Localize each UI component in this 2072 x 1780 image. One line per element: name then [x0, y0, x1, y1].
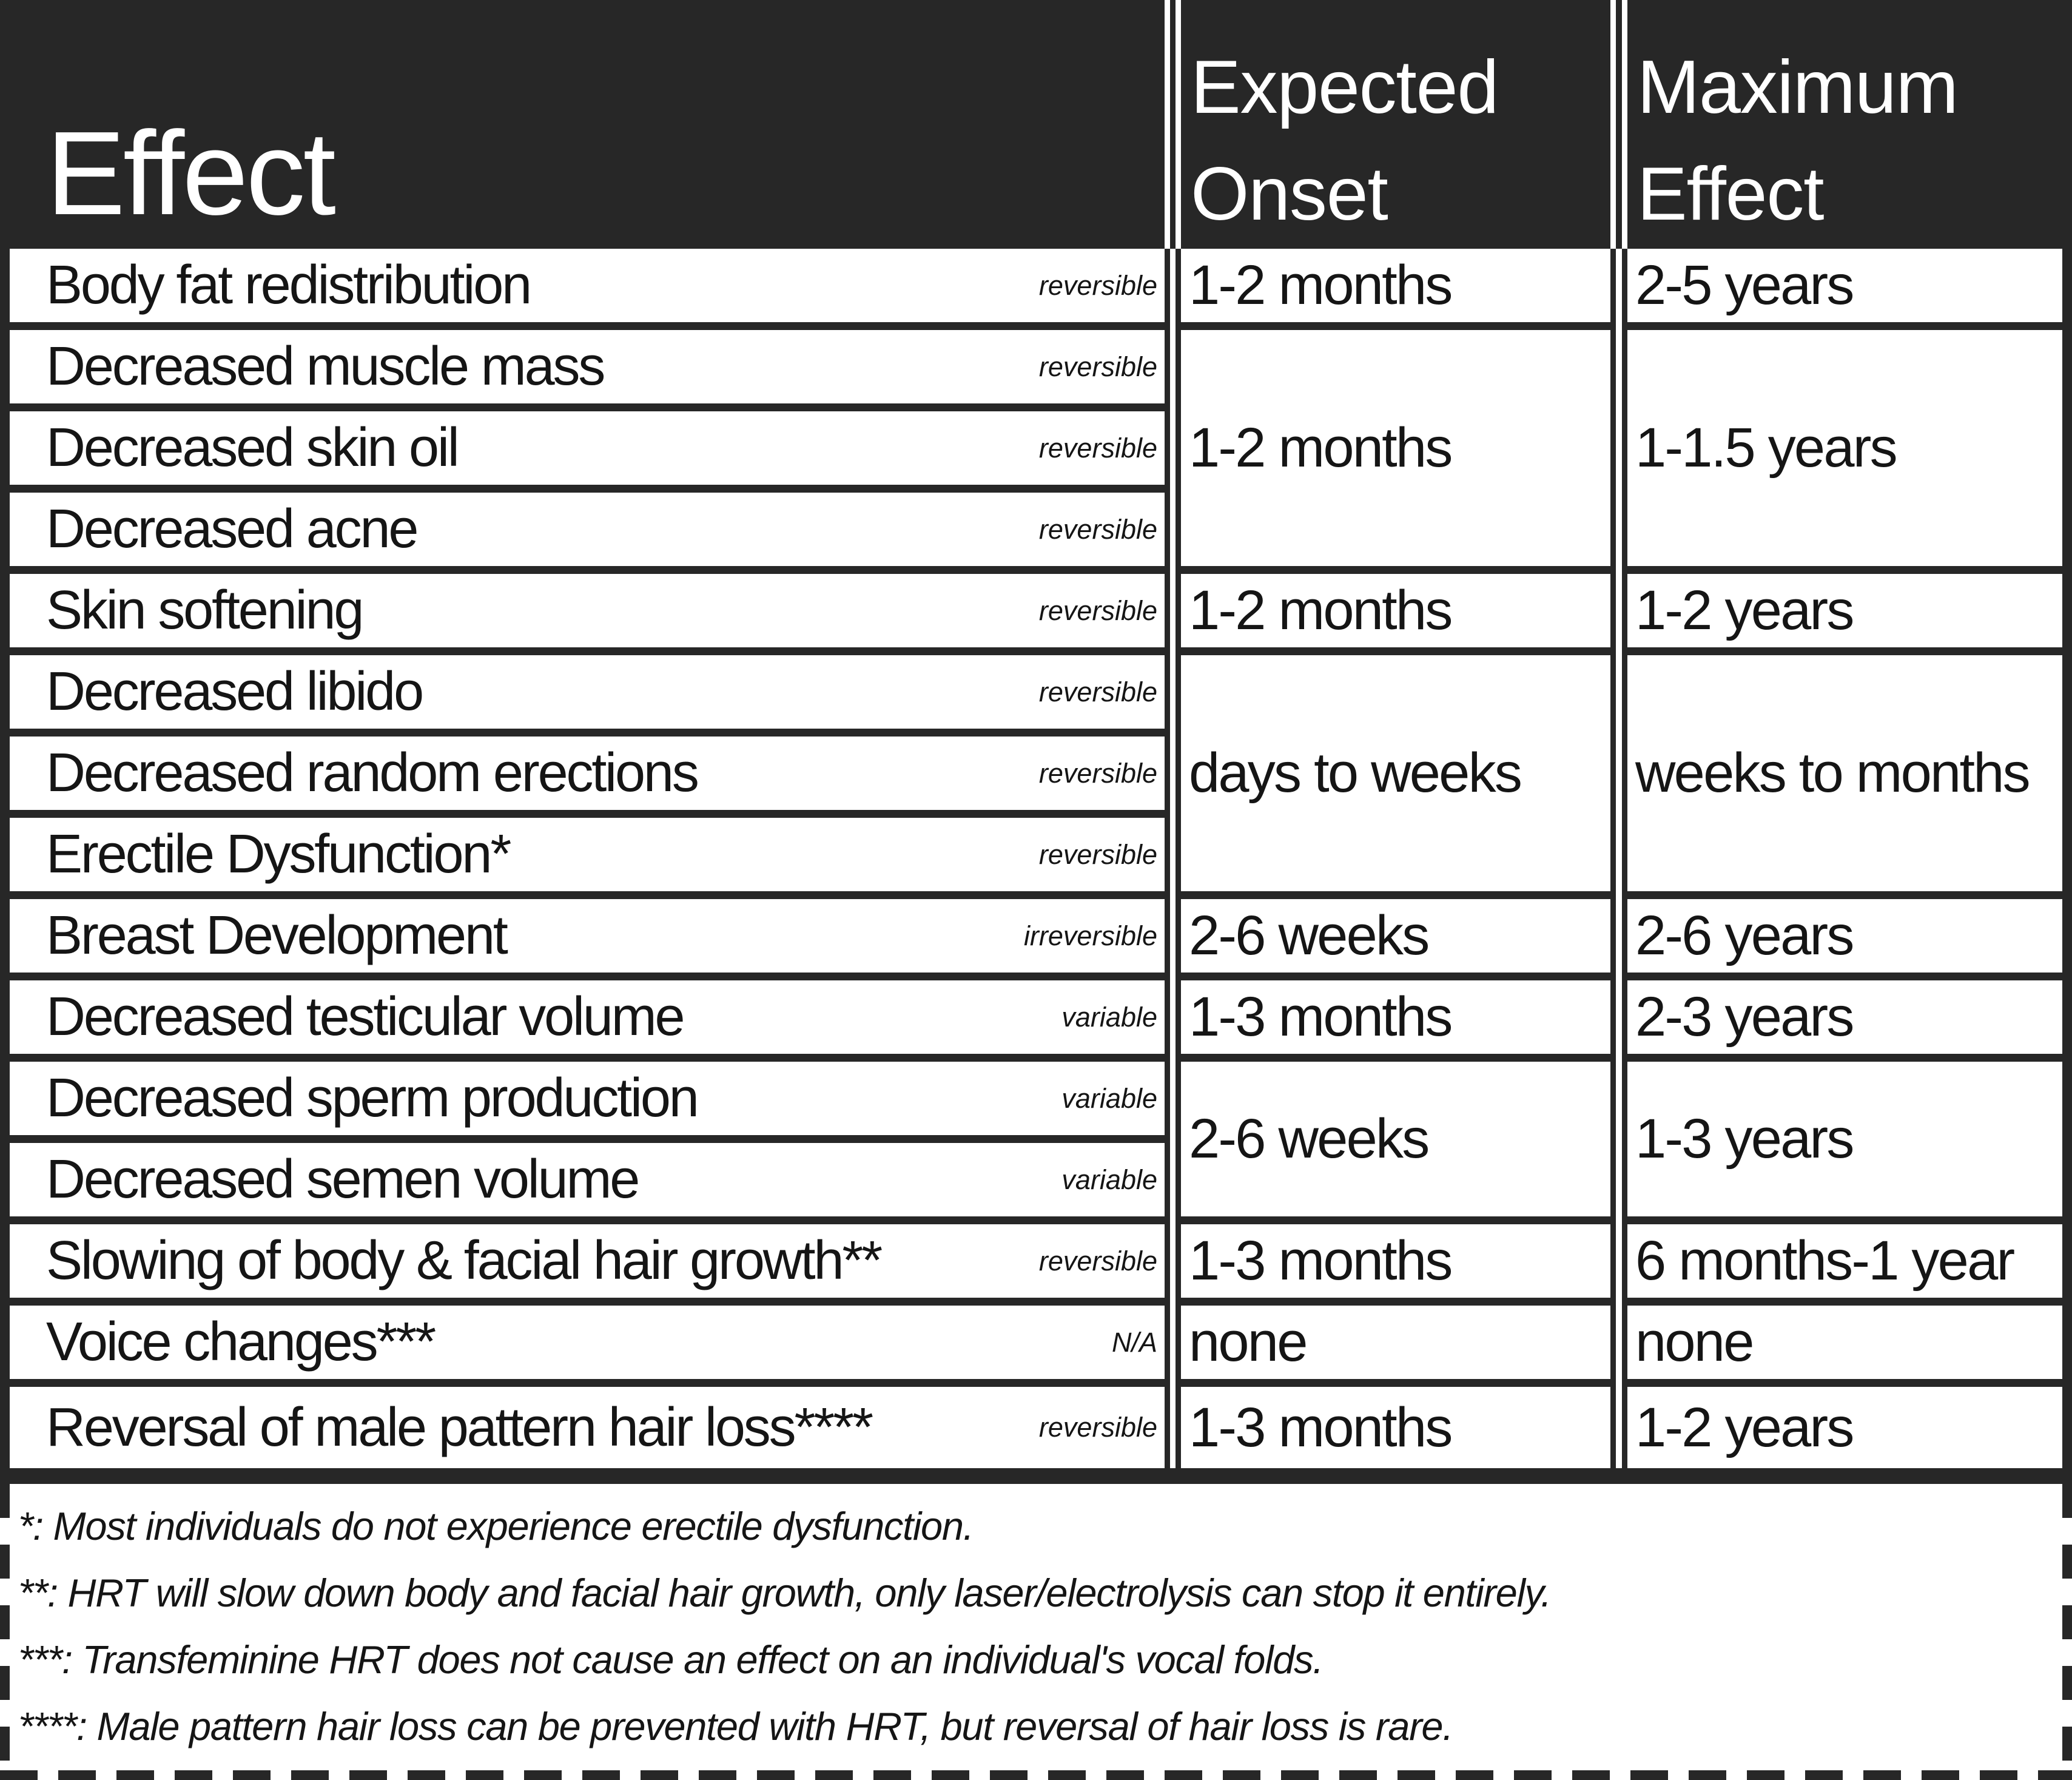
- reversibility-label: variable: [1061, 1164, 1157, 1195]
- footnote-4: ****: Male pattern hair loss can be prevented with HRT, but reversal of hair loss is rare.: [18, 1704, 1453, 1748]
- effect-label: Decreased semen volume: [46, 1149, 639, 1210]
- reversibility-label: reversible: [1038, 1412, 1157, 1443]
- header-maximum-effect-line1: Maximum: [1637, 46, 1958, 129]
- max-effect-cell-10: [1627, 1387, 2072, 1468]
- effect-row-6: [0, 655, 1165, 737]
- effect-label: Voice changes***: [46, 1312, 435, 1372]
- onset-cell-text: 1-2 months: [1189, 417, 1451, 479]
- max-effect-cell-text: 1-3 years: [1635, 1108, 1853, 1170]
- max-effect-cell-2: [1627, 330, 2072, 574]
- effect-row-4: [0, 493, 1165, 574]
- onset-cell-2: [1181, 330, 1610, 574]
- header-expected-onset-line1: Expected: [1191, 46, 1499, 129]
- effect-row-8: [0, 818, 1165, 899]
- max-effect-cell-4: [1627, 655, 2072, 899]
- effect-label: Decreased sperm production: [46, 1068, 698, 1128]
- effect-label: Body fat redistribution: [46, 255, 531, 315]
- max-effect-cell-3: [1627, 574, 2072, 655]
- reversibility-label: reversible: [1038, 595, 1157, 626]
- onset-cell-5: [1181, 899, 1610, 980]
- max-effect-cell-text: 2-5 years: [1635, 254, 1853, 316]
- effect-row-10: [0, 980, 1165, 1062]
- effect-label: Decreased acne: [46, 499, 417, 559]
- header-expected-onset-line2: Onset: [1191, 152, 1388, 237]
- effect-row-12: [0, 1143, 1165, 1224]
- reversibility-label: reversible: [1038, 269, 1157, 301]
- header-maximum-effect-line2: Effect: [1637, 152, 1824, 237]
- effect-label: Breast Development: [46, 905, 506, 966]
- reversibility-label: reversible: [1038, 757, 1157, 789]
- reversibility-label: variable: [1061, 1001, 1157, 1033]
- effect-row-13: [0, 1224, 1165, 1306]
- onset-cell-text: 1-3 months: [1189, 1230, 1451, 1292]
- max-effect-cell-text: 1-1.5 years: [1635, 417, 1896, 479]
- footnote-1: *: Most individuals do not experience erectile dysfunction.: [18, 1503, 974, 1548]
- footnote-3: ***: Transfeminine HRT does not cause an effect on an individual's vocal folds.: [18, 1637, 1324, 1682]
- footnotes-panel: [0, 1484, 2072, 1780]
- onset-cell-7: [1181, 1062, 1610, 1224]
- max-effect-cell-6: [1627, 980, 2072, 1062]
- effect-row-9: [0, 899, 1165, 980]
- effect-row-1: [0, 249, 1165, 330]
- max-effect-cell-1: [1627, 249, 2072, 330]
- effect-label: Decreased skin oil: [46, 417, 458, 478]
- reversibility-label: reversible: [1038, 1245, 1157, 1276]
- max-effect-cell-text: 6 months-1 year: [1635, 1230, 2014, 1292]
- table-bottom-border: [0, 1468, 2072, 1484]
- onset-cell-10: [1181, 1387, 1610, 1468]
- effect-row-7: [0, 737, 1165, 818]
- column-divider-1-body: [1165, 249, 1181, 1468]
- effect-row-2: [0, 330, 1165, 411]
- max-effect-cell-text: 1-2 years: [1635, 579, 1853, 641]
- max-effect-cell-text: 2-3 years: [1635, 986, 1853, 1048]
- max-effect-cell-text: 2-6 years: [1635, 905, 1853, 966]
- onset-cell-text: 2-6 weeks: [1189, 905, 1428, 966]
- reversibility-label: irreversible: [1023, 920, 1157, 951]
- reversibility-label: reversible: [1038, 676, 1157, 707]
- max-effect-cell-text: weeks to months: [1635, 742, 2029, 804]
- max-effect-cell-text: none: [1635, 1311, 1753, 1373]
- onset-cell-text: 1-2 months: [1189, 579, 1451, 641]
- effect-label: Erectile Dysfunction*: [46, 824, 510, 885]
- onset-cell-text: 2-6 weeks: [1189, 1108, 1428, 1170]
- effect-row-3: [0, 411, 1165, 493]
- reversibility-label: reversible: [1038, 351, 1157, 382]
- reversibility-label: variable: [1061, 1082, 1157, 1114]
- max-effect-cell-8: [1627, 1224, 2072, 1306]
- effect-row-11: [0, 1062, 1165, 1143]
- column-divider-2-body: [1610, 249, 1627, 1468]
- onset-cell-4: [1181, 655, 1610, 899]
- max-effect-cell-7: [1627, 1062, 2072, 1224]
- effect-label: Skin softening: [46, 580, 363, 641]
- reversibility-label: reversible: [1038, 513, 1157, 545]
- onset-cell-8: [1181, 1224, 1610, 1306]
- reversibility-label: reversible: [1038, 432, 1157, 464]
- onset-cell-1: [1181, 249, 1610, 330]
- onset-cell-9: [1181, 1306, 1610, 1387]
- header-effect-column: Effect: [0, 0, 1165, 249]
- onset-cell-text: 1-3 months: [1189, 1396, 1451, 1458]
- effect-label: Decreased libido: [46, 661, 422, 722]
- effect-label: Decreased muscle mass: [46, 336, 604, 397]
- effect-label: Decreased testicular volume: [46, 986, 684, 1047]
- column-divider-1-header: [1165, 0, 1181, 249]
- onset-cell-3: [1181, 574, 1610, 655]
- max-effect-cell-9: [1627, 1306, 2072, 1387]
- effect-label: Reversal of male pattern hair loss****: [46, 1397, 872, 1458]
- max-effect-cell-5: [1627, 899, 2072, 980]
- onset-cell-text: days to weeks: [1189, 742, 1521, 804]
- header-maximum-effect: [1627, 0, 2072, 249]
- column-divider-2-header: [1610, 0, 1627, 249]
- effect-row-15: [0, 1387, 1165, 1468]
- onset-cell-6: [1181, 980, 1610, 1062]
- effect-row-14: [0, 1306, 1165, 1387]
- onset-cell-text: 1-3 months: [1189, 986, 1451, 1048]
- max-effect-cell-text: 1-2 years: [1635, 1396, 1853, 1458]
- reversibility-label: N/A: [1111, 1326, 1157, 1358]
- onset-cell-text: none: [1189, 1311, 1307, 1373]
- header-expected-onset: [1181, 0, 1610, 249]
- onset-cell-text: 1-2 months: [1189, 254, 1451, 316]
- effect-row-5: [0, 574, 1165, 655]
- footnote-2: **: HRT will slow down body and facial hair growth, only laser/electrolysis can stop it entirely.: [18, 1570, 1551, 1615]
- effect-label: Slowing of body & facial hair growth**: [46, 1230, 881, 1291]
- effect-label: Decreased random erections: [46, 743, 698, 803]
- reversibility-label: reversible: [1038, 838, 1157, 870]
